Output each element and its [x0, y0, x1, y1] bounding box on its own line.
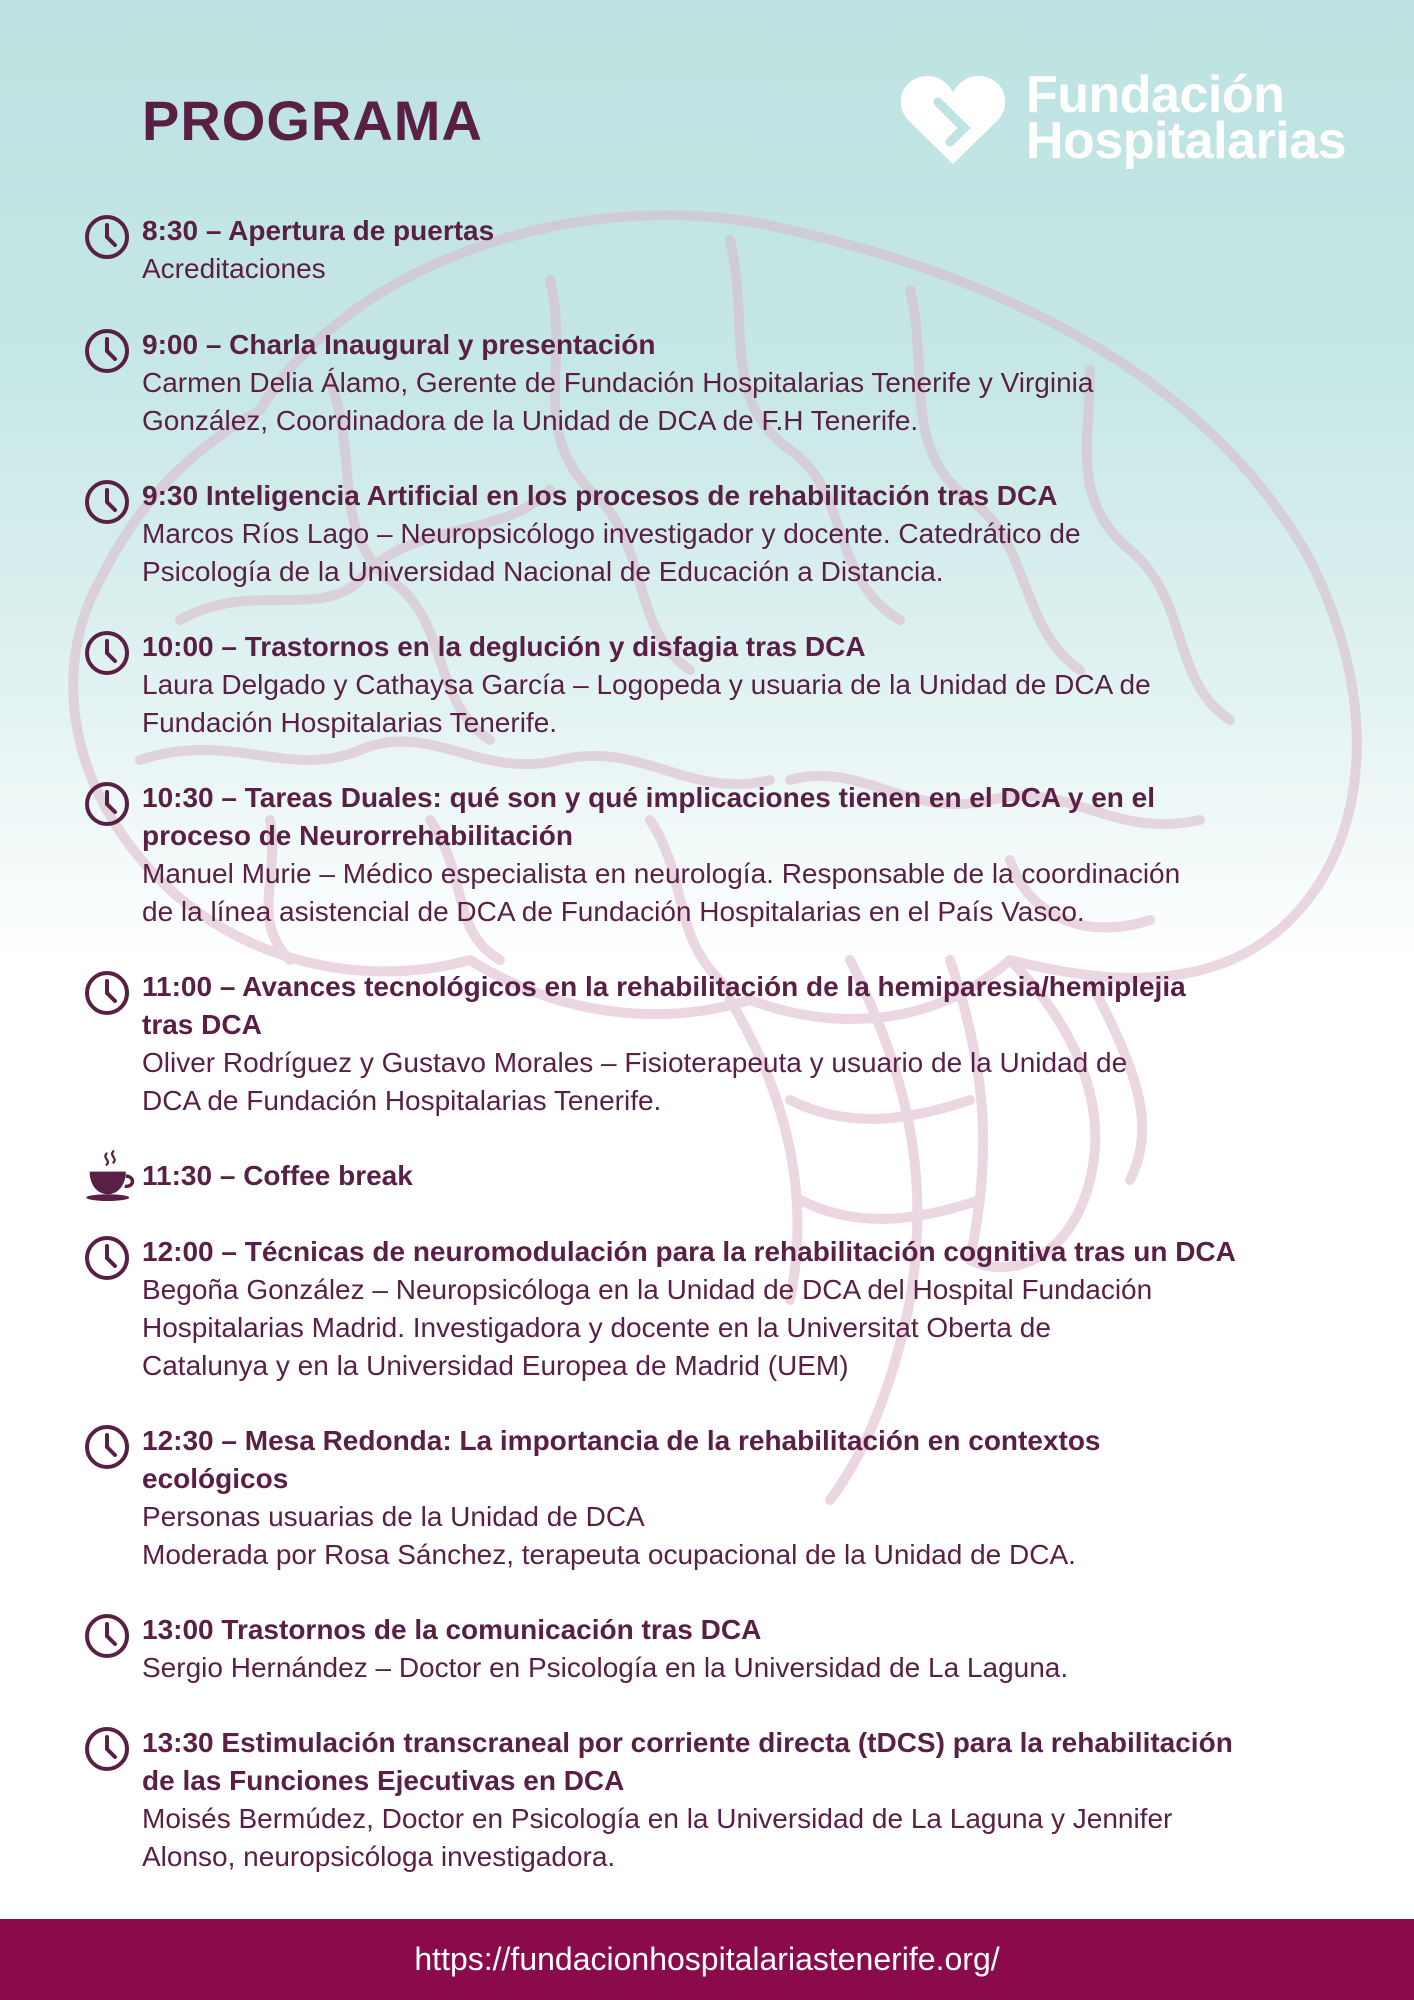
item-title-cont: proceso de Neurorrehabilitación — [142, 820, 573, 851]
item-title-cont: de las Funciones Ejecutivas en DCA — [142, 1765, 625, 1796]
footer-bar — [0, 1919, 1414, 2000]
item-desc: Moderada por Rosa Sánchez, terapeuta ocupacional de la Unidad de DCA. — [142, 1539, 1076, 1570]
item-title: 13:30 Estimulación transcraneal por corriente directa (tDCS) para la rehabilitación — [142, 1727, 1233, 1758]
coffee-cup-icon — [84, 1147, 136, 1203]
item-desc: Moisés Bermúdez, Doctor en Psicología en la Universidad de La Laguna y Jennifer — [142, 1803, 1173, 1834]
logo-line-2: Hospitalarias — [1026, 112, 1347, 170]
item-desc: Personas usuarias de la Unidad de DCA — [142, 1501, 645, 1532]
page-title: PROGRAMA — [142, 89, 483, 152]
website-link[interactable]: https://fundacionhospitalariastenerife.org/ — [414, 1941, 1000, 1977]
item-title: 10:00 – Trastornos en la deglución y disfagia tras DCA — [142, 631, 866, 662]
clock-icon — [84, 1235, 130, 1281]
item-title-cont: ecológicos — [142, 1463, 289, 1494]
item-desc: DCA de Fundación Hospitalarias Tenerife. — [142, 1085, 662, 1116]
item-desc: Manuel Murie – Médico especialista en neurología. Responsable de la coordinación — [142, 858, 1181, 889]
item-title: 13:00 Trastornos de la comunicación tras DCA — [142, 1614, 762, 1645]
item-title: 10:30 – Tareas Duales: qué son y qué implicaciones tienen en el DCA y en el — [142, 782, 1156, 813]
item-desc: González, Coordinadora de la Unidad de DCA de F.H Tenerife. — [142, 405, 919, 436]
item-desc: de la línea asistencial de DCA de Fundación Hospitalarias en el País Vasco. — [142, 896, 1085, 927]
clock-icon — [84, 214, 130, 260]
logo — [898, 66, 1378, 172]
item-desc: Fundación Hospitalarias Tenerife. — [142, 707, 558, 738]
item-title: 11:30 – Coffee break — [142, 1160, 413, 1191]
item-desc: Catalunya y en la Universidad Europea de Madrid (UEM) — [142, 1350, 849, 1381]
clock-icon — [84, 970, 130, 1016]
item-title: 12:00 – Técnicas de neuromodulación para la rehabilitación cognitiva tras un DCA — [142, 1236, 1236, 1267]
item-title: 11:00 – Avances tecnológicos en la rehabilitación de la hemiparesia/hemiplejia — [142, 971, 1186, 1002]
logo-line-1: Fundación — [1026, 66, 1285, 124]
item-title: 12:30 – Mesa Redonda: La importancia de la rehabilitación en contextos — [142, 1425, 1101, 1456]
item-title: 9:00 – Charla Inaugural y presentación — [142, 329, 656, 360]
clock-icon — [84, 630, 130, 676]
clock-icon — [84, 1424, 130, 1470]
item-desc: Psicología de la Universidad Nacional de Educación a Distancia. — [142, 556, 944, 587]
item-title: 9:30 Inteligencia Artificial en los procesos de rehabilitación tras DCA — [142, 480, 1058, 511]
logo-text — [1026, 66, 1347, 170]
clock-icon — [84, 479, 130, 525]
item-desc: Begoña González – Neuropsicóloga en la Unidad de DCA del Hospital Fundación — [142, 1274, 1153, 1305]
clock-icon — [84, 328, 130, 374]
item-desc: Marcos Ríos Lago – Neuropsicólogo investigador y docente. Catedrático de — [142, 518, 1081, 549]
clock-icon — [84, 1726, 130, 1772]
item-desc: Sergio Hernández – Doctor en Psicología en la Universidad de La Laguna. — [142, 1652, 1069, 1683]
item-desc: Alonso, neuropsicóloga investigadora. — [142, 1841, 616, 1872]
item-desc: Acreditaciones — [142, 253, 326, 284]
heart-logo-icon — [898, 72, 1008, 168]
clock-icon — [84, 1613, 130, 1659]
item-desc: Carmen Delia Álamo, Gerente de Fundación Hospitalarias Tenerife y Virginia — [142, 367, 1094, 398]
item-title-cont: tras DCA — [142, 1009, 262, 1040]
item-desc: Hospitalarias Madrid. Investigadora y docente en la Universitat Oberta de — [142, 1312, 1051, 1343]
clock-icon — [84, 781, 130, 827]
item-title: 8:30 – Apertura de puertas — [142, 215, 495, 246]
item-desc: Oliver Rodríguez y Gustavo Morales – Fisioterapeuta y usuario de la Unidad de — [142, 1047, 1128, 1078]
item-desc: Laura Delgado y Cathaysa García – Logopeda y usuaria de la Unidad de DCA de — [142, 669, 1151, 700]
